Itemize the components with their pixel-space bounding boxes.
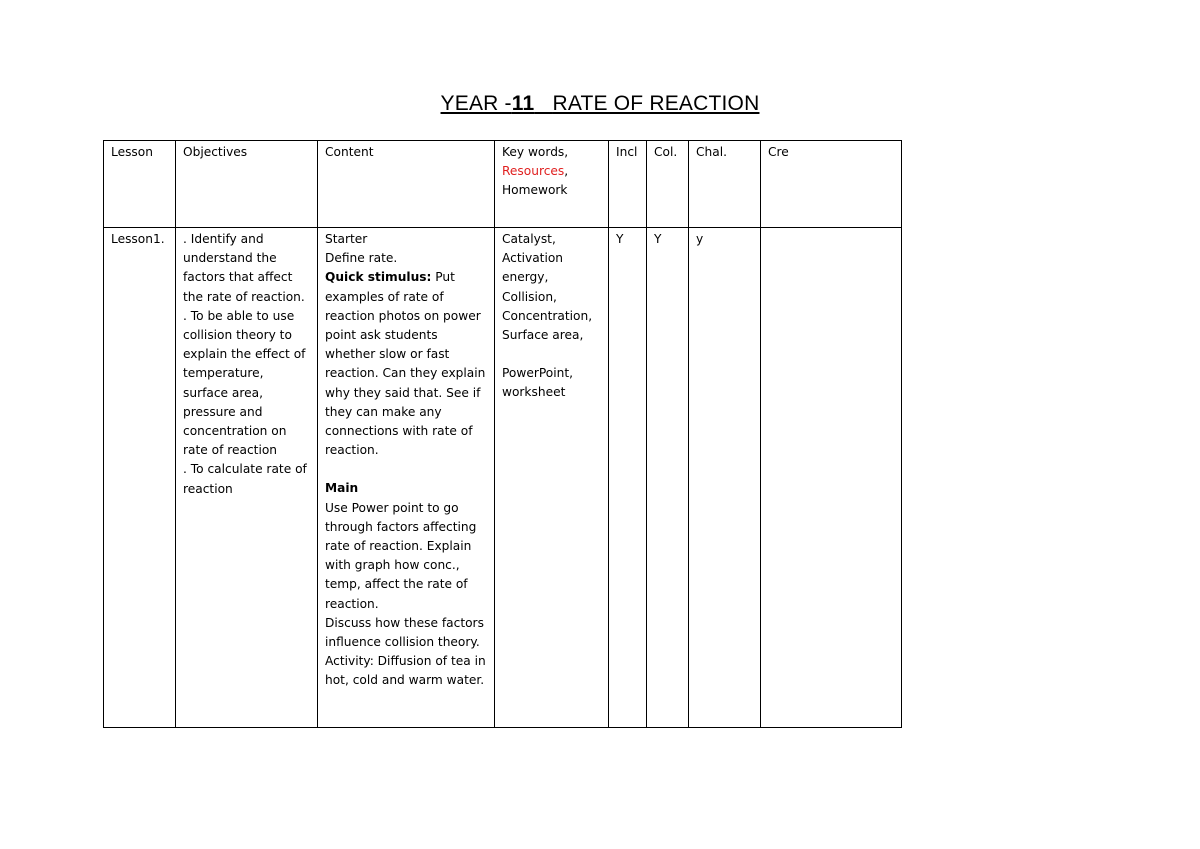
resource-item: worksheet — [502, 385, 566, 400]
cell-incl: Y — [609, 228, 647, 728]
cell-cre — [761, 228, 902, 728]
objective-item: . To calculate rate of reaction — [183, 462, 307, 496]
content-quick-label: Quick stimulus: — [325, 270, 432, 285]
content-main-text: Use Power point to go through factors affecting rate of reaction. Explain with graph how conc., temp, affect the rate of reaction. — [325, 500, 477, 611]
title-year-number: 11 — [511, 92, 535, 115]
lesson-plan-table — [103, 140, 902, 728]
header-incl: Incl — [609, 141, 647, 228]
content-activity-text: Diffusion of tea in hot, cold and warm water. — [325, 654, 486, 688]
header-chal: Chal. — [689, 141, 761, 228]
cell-col: Y — [647, 228, 689, 728]
content-starter-text: Define rate. — [325, 251, 398, 266]
content-spacer — [325, 460, 487, 479]
content-activity-label: Activity: — [325, 654, 374, 669]
content-quick-stimulus — [325, 268, 487, 460]
content-quick-text: Put examples of rate of reaction photos on power point ask students whether slow or fast reaction. Can they explain why they said that. See if they can make any connections with rate of reaction. — [325, 270, 486, 458]
header-homework-label: Homework — [502, 183, 568, 198]
content-discuss-text: Discuss how these factors influence collision theory. — [325, 615, 484, 650]
objective-item: . Identify and understand the factors that affect the rate of reaction. — [183, 232, 305, 304]
content-starter-label: Starter — [325, 232, 368, 246]
title-topic: RATE OF REACTION — [552, 92, 760, 115]
keyword-item: Collision, — [502, 289, 557, 304]
keyword-item: Concentration, — [502, 308, 593, 323]
header-content: Content — [318, 141, 495, 228]
header-keywords-label: Key words, — [502, 145, 569, 159]
resource-item: PowerPoint, — [502, 366, 573, 381]
page-title — [0, 92, 1200, 116]
objective-item: . To be able to use collision theory to explain the effect of temperature, surface area, pressure and concentration on rate of reaction — [183, 308, 306, 458]
cell-lesson: Lesson1. — [104, 228, 176, 728]
cell-objectives — [176, 228, 318, 728]
header-col: Col. — [647, 141, 689, 228]
header-resources-line — [502, 162, 601, 181]
keyword-item: Surface area, — [502, 328, 584, 343]
header-cre: Cre — [761, 141, 902, 228]
table-row — [104, 228, 902, 728]
header-resources-comma: , — [564, 164, 569, 179]
header-objectives: Objectives — [176, 141, 318, 228]
header-resources-label: Resources — [502, 164, 565, 179]
keyword-item: Activation energy, — [502, 251, 564, 285]
content-main-label: Main — [325, 481, 359, 496]
cell-content — [318, 228, 495, 728]
keyword-item: Catalyst, — [502, 232, 556, 246]
header-keywords — [495, 141, 609, 228]
cell-chal: y — [689, 228, 761, 728]
header-lesson: Lesson — [104, 141, 176, 228]
title-prefix: YEAR - — [440, 92, 512, 115]
keywords-spacer — [502, 345, 601, 364]
cell-keywords — [495, 228, 609, 728]
content-activity — [325, 652, 487, 690]
table-header-row — [104, 141, 902, 228]
